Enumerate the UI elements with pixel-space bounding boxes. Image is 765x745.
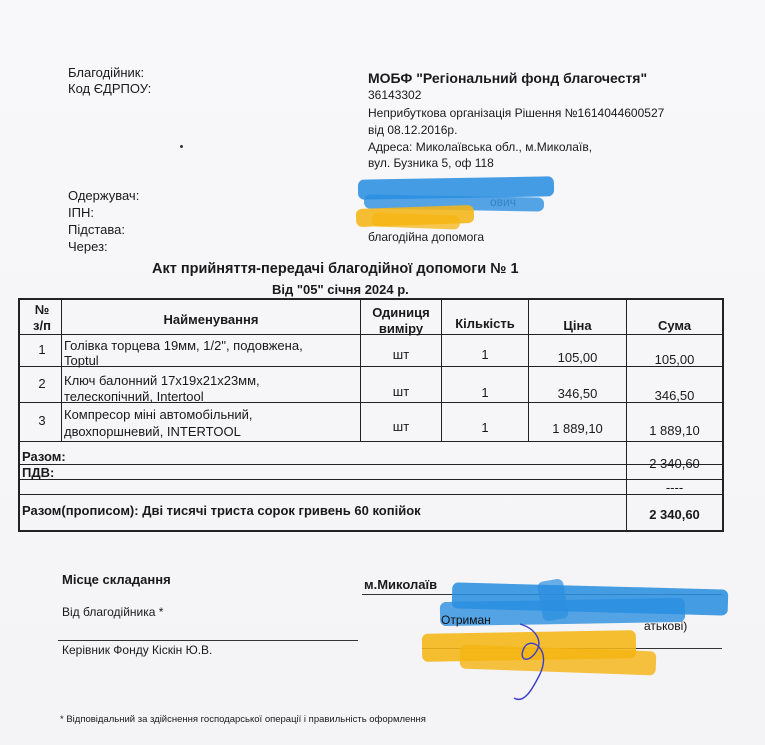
col-header-name: Найменування — [163, 312, 259, 327]
row-3-name-line-2: двохпоршневий, INTERTOOL — [64, 424, 241, 439]
donor-signature-line — [58, 640, 358, 641]
redaction-mark — [372, 212, 460, 229]
col-header-sum: Сума — [657, 318, 692, 333]
place-value: м.Миколаїв — [364, 577, 438, 592]
row-3-num: 3 — [38, 413, 46, 428]
total-in-words-value: 2 340,60 — [649, 507, 700, 522]
head-of-fund-line: Керівник Фонду Кіскін Ю.В. — [62, 643, 213, 657]
row-3-qty: 1 — [481, 420, 489, 435]
total-value: 2 340,60 — [649, 456, 700, 471]
row-1-price: 105,00 — [557, 350, 598, 365]
row-2-name-line-1: Ключ балонний 17х19х21х23мм, — [64, 373, 260, 388]
vat-value: ---- — [665, 480, 684, 495]
handwritten-signature — [500, 618, 560, 708]
act-title: Акт прийняття-передачі благодійної допомоги № 1 — [152, 261, 519, 277]
footnote: * Відповідальний за здійснення господарської операції і правильність оформлення — [60, 714, 426, 725]
row-2-sum: 346,50 — [654, 388, 695, 403]
row-2-qty: 1 — [481, 385, 489, 400]
row-2-num: 2 — [38, 376, 46, 391]
row-2-name-line-2: телескопічний, Intertool — [64, 389, 204, 404]
received-label-partial-2: атькові) — [644, 619, 688, 633]
row-2-price: 346,50 — [557, 386, 598, 401]
edrpou-value: 36143302 — [368, 88, 422, 102]
col-header-num: № — [34, 302, 50, 317]
received-label-partial: Отриман — [441, 613, 491, 627]
ink-dot — [180, 145, 183, 148]
row-3-sum: 1 889,10 — [649, 423, 700, 438]
receiver-label: Одержувач: — [68, 188, 140, 203]
row-1-qty: 1 — [481, 347, 489, 362]
col-header-qty: Кількість — [455, 316, 515, 331]
col-header-num-2: з/п — [33, 318, 51, 333]
row-1-name-line-1: Голівка торцева 19мм, 1/2", подовжена, — [64, 338, 303, 353]
edrpou-label: Код ЄДРПОУ: — [68, 81, 152, 96]
col-header-unit-2: виміру — [378, 321, 424, 336]
basis-value: благодійна допомога — [368, 230, 485, 244]
row-1-sum: 105,00 — [654, 352, 695, 367]
row-3-price: 1 889,10 — [552, 421, 603, 436]
row-2-unit: шт — [392, 384, 410, 399]
nonprofit-line: Неприбуткова організація Рішення №1614044600527 — [368, 106, 665, 120]
address-line-2: вул. Бузника 5, оф 118 — [368, 156, 494, 170]
total-label: Разом: — [22, 449, 66, 464]
address-line-1: Адреса: Миколаївська обл., м.Миколаїв, — [368, 140, 593, 154]
from-donor-label: Від благодійника * — [62, 605, 164, 619]
act-date: Від "05" січня 2024 р. — [272, 282, 409, 297]
row-1-unit: шт — [392, 347, 410, 362]
nonprofit-date: від 08.12.2016р. — [368, 123, 458, 137]
via-label: Через: — [68, 239, 108, 254]
place-label: Місце складання — [62, 572, 171, 587]
vat-label: ПДВ: — [22, 465, 55, 480]
donor-name: МОБФ "Регіональний фонд благочестя" — [368, 70, 648, 86]
col-header-unit: Одиниця — [372, 305, 430, 320]
ipn-label: ІПН: — [68, 205, 94, 220]
row-3-name-line-1: Компресор міні автомобільний, — [64, 407, 253, 422]
row-1-num: 1 — [38, 342, 46, 357]
total-in-words: Разом(прописом): Дві тисячі триста сорок гривень 60 копійок — [22, 503, 421, 518]
row-3-unit: шт — [392, 419, 410, 434]
col-header-price: Ціна — [563, 318, 592, 333]
donor-label: Благодійник: — [68, 65, 145, 80]
basis-label: Підстава: — [68, 222, 125, 237]
row-1-name-line-2: Toptul — [64, 353, 99, 368]
